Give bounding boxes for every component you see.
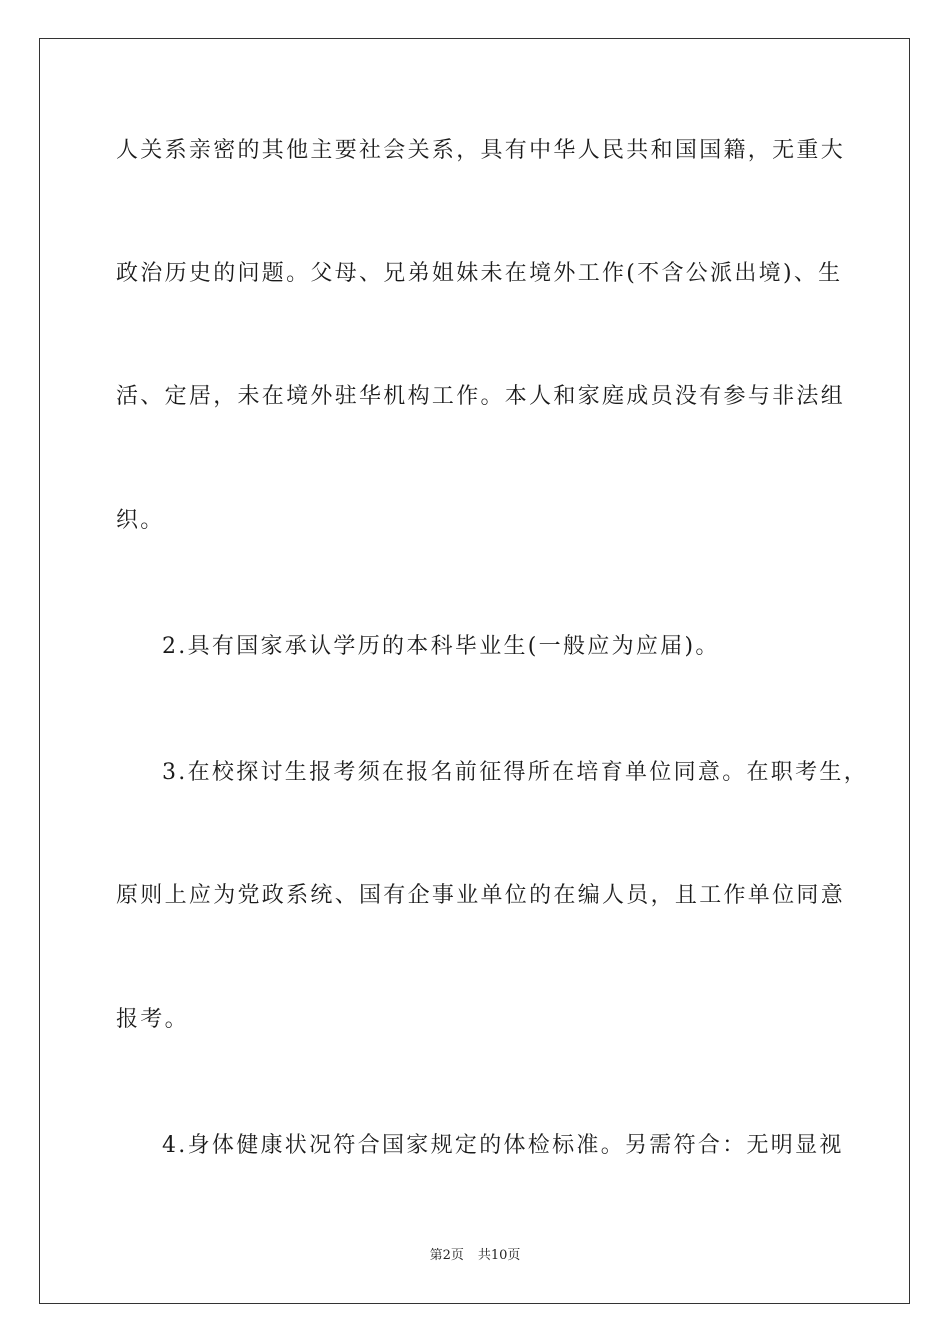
page-total: 共10页: [477, 1248, 521, 1263]
paragraph-line-7: 原则上应为党政系统、国有企事业单位的在编人员，且工作单位同意: [116, 883, 846, 908]
list-item-4: 4.身体健康状况符合国家规定的体检标准。另需符合：无明显视: [162, 1133, 844, 1158]
page-border: [39, 38, 910, 1304]
paragraph-line-3: 活、定居，未在境外驻华机构工作。本人和家庭成员没有参与非法组: [116, 384, 846, 409]
list-item-2: 2.具有国家承认学历的本科毕业生(一般应为应届)。: [162, 634, 720, 659]
page-number: 第2页: [429, 1248, 464, 1263]
paragraph-line-4: 织。: [116, 508, 165, 533]
page-footer: [0, 1247, 950, 1265]
paragraph-line-8: 报考。: [116, 1007, 189, 1032]
paragraph-line-1: 人关系亲密的其他主要社会关系，具有中华人民共和国国籍，无重大: [116, 138, 846, 163]
paragraph-line-2: 政治历史的问题。父母、兄弟姐妹未在境外工作(不含公派出境)、生: [116, 261, 843, 286]
list-item-3: 3.在校探讨生报考须在报名前征得所在培育单位同意。在职考生，: [162, 760, 868, 785]
